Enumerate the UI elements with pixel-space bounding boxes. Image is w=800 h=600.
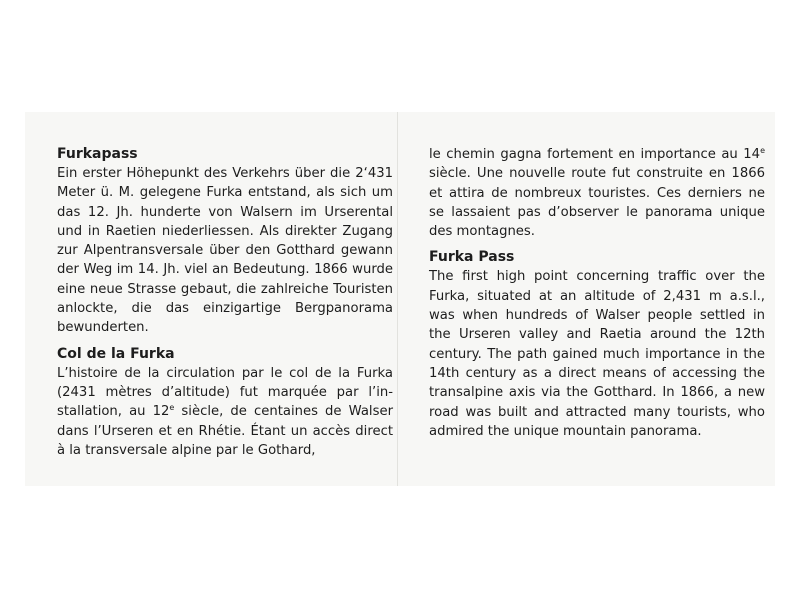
french-text-1: L’histoire de la circulation par le col de la Furka (2431 mètres d’altitude) fut marquée par l’installation, au 12 <box>57 365 393 420</box>
section-title-furka-pass: Furka Pass <box>429 249 515 266</box>
french-text-2a: siècle, de centaines de Walser dans l’Urseren et en Rhétie. Étant un accès direct à la transversale alpine par le Gothard, <box>57 404 393 458</box>
section-col-de-la-furka <box>57 345 393 460</box>
section-body-col-de-la-furka-part2 <box>429 145 765 241</box>
french-text-2b: le chemin gagna fortement en importance au 14 <box>429 147 761 162</box>
section-title-furkapass: Furkapass <box>57 146 138 162</box>
page-fold <box>397 112 398 486</box>
section-title-col-de-la-furka: Col de la Furka <box>57 345 175 362</box>
superscript-e: e <box>169 403 175 413</box>
superscript-e: e <box>760 146 765 155</box>
french-text-3: siècle. Une nouvelle route fut construite en 1866 et attira de nombreux touristes. Ces derniers ne se lassaient pas d’observer le panorama unique des montagnes. <box>429 166 765 240</box>
section-body-col-de-la-furka-part1 <box>57 364 393 460</box>
left-column <box>57 145 393 460</box>
section-body-furkapass: Ein erster Höhepunkt des Verkehrs über die 2‘431 Meter ü. M. gelegene Furka entstand, als sich um das 12. Jh. hunderte von Walsern im Urserental und in Raetien niederliessen. Als direkter Zugang zur Alpentransversale über den Gotthard gewann der Weg im 14. Jh. viel an Bedeutung. 1866 wurde eine neue Strasse gebaut, die zahlreiche Touristen anlockte, die das einzigartige Bergpanorama bewunderten. <box>57 166 393 336</box>
section-body-furka-pass: The first high point concerning traffic over the Furka, situated at an altitude of 2,431 m a.s.l., was when hundreds of Walser people settled in the Urseren valley and Raetia around the 12th century. The path gained much importance in the 14th century as a direct means of accessing the transalpine axis via the Gotthard. In 1866, a new road was built and attracted many tourists, who admired the unique mountain panorama. <box>429 269 765 439</box>
section-furkapass <box>57 145 393 338</box>
right-column <box>429 145 765 441</box>
section-furka-pass <box>429 248 765 441</box>
